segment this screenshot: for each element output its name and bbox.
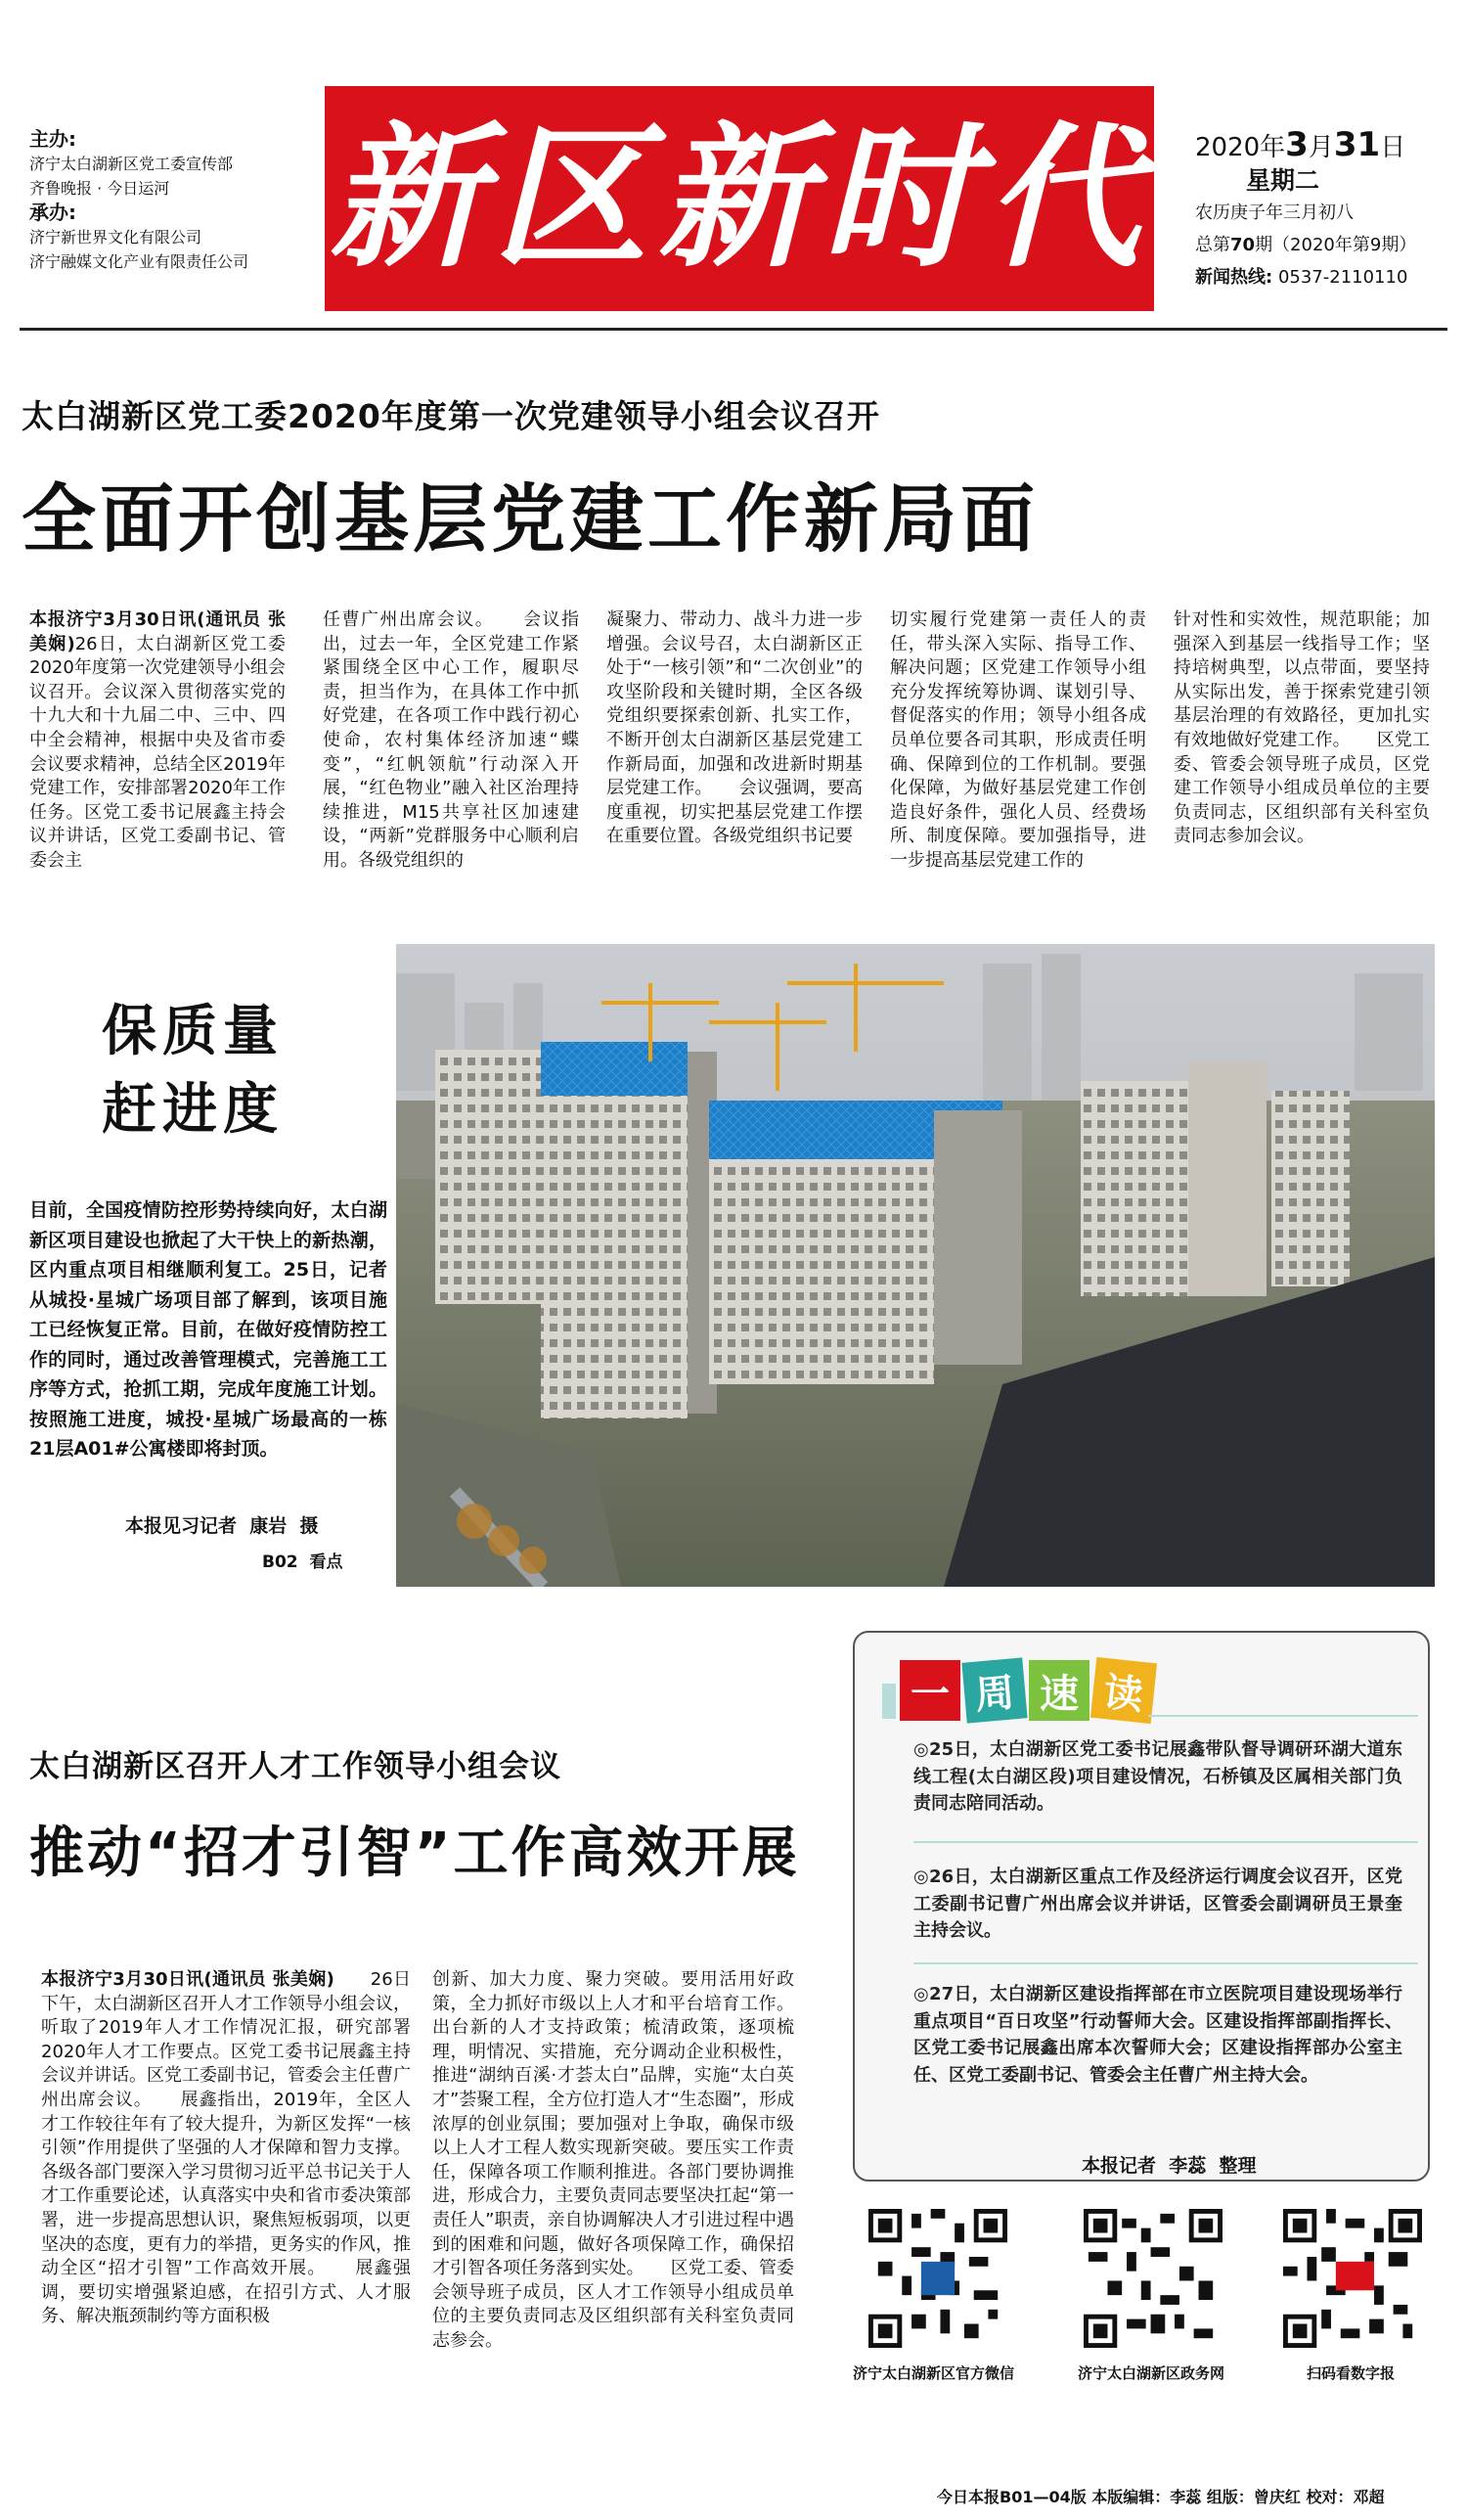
date-suffix: 日 xyxy=(1380,133,1406,162)
article2-subhead: 太白湖新区召开人才工作领导小组会议 xyxy=(29,1749,561,1784)
date-month: 3 xyxy=(1285,125,1309,164)
qr-code-digital-paper[interactable] xyxy=(1283,2209,1422,2348)
digest-title-char: 速 xyxy=(1029,1660,1089,1721)
see-also-link[interactable]: B02 看点 xyxy=(262,1552,343,1572)
publisher-info xyxy=(29,127,323,274)
digest-credit: 本报记者 李蕊 整理 xyxy=(1082,2155,1257,2177)
qr-label-wechat: 济宁太白湖新区官方微信 xyxy=(853,2364,1015,2382)
sponsor-line: 齐鲁晚报 · 今日运河 xyxy=(29,179,170,198)
date-prefix: 2020年 xyxy=(1195,133,1286,162)
digest-divider xyxy=(913,1962,1418,1964)
article1-column-4: 切实履行党建第一责任人的责任，带头深入实际、指导工作、解决问题；区党建工作领导小组充分发挥统筹协调、谋划引导、督促落实的作用；领导小组各成员单位要各司其职，形成责任明确、保障到位的工作机制。要强化保障，为做好基层党建工作创造良好条件，强化人员、经费场所、制度保障。要加强指导，进一步提高基层党建工作的 xyxy=(890,609,1146,871)
article2-column-2: 创新、加大力度、聚力突破。要用活用好政策，全力抓好市级以上人才和平台培育工作。出台新的人才支持政策；梳清政策，逐项梳理，明情况、实措施，充分调动企业积极性，推进“湖纳百溪·才荟太白”品牌，实施“太白英才”荟聚工程，全方位打造人才“生态圈”，形成浓厚的创业氛围；要加强对上争取，确保市级以上人才工程人数实现新突破。要压实工作责任，保障各项工作顺利推进。各部门要协调推进，形成合力，主要负责同志要坚决扛起“第一责任人”职责，亲自协调解决人才引进过程中遇到的困难和问题，做好各项保障工作，确保招才引智各项任务落到实处。 区党工委、管委会领导班子成员，区人才工作领导小组成员单位的主要负责同志及区组织部有关科室负责同志参会。 xyxy=(432,1969,794,2351)
page-footer-credits: 今日本报B01—04版 本版编辑：李蕊 组版：曾庆红 校对：邓超 xyxy=(937,2488,1385,2506)
photo-credit: 本报见习记者 康岩 摄 xyxy=(125,1515,319,1537)
date-mid: 月 xyxy=(1308,133,1334,162)
digest-item: ◎25日，太白湖新区党工委书记展鑫带队督导调研环湖大道东线工程(太白湖区段)项目建设情况，石桥镇及区属相关部门负责同志陪同活动。 xyxy=(913,1739,1402,1814)
article1-subhead: 太白湖新区党工委2020年度第一次党建领导小组会议召开 xyxy=(22,397,880,435)
digest-item: ◎26日，太白湖新区重点工作及经济运行调度会议召开，区党工委副书记曹广州出席会议并讲话，区管委会副调研员王景奎主持会议。 xyxy=(913,1867,1402,1941)
digest-title-char: 周 xyxy=(961,1657,1027,1723)
sponsor-label: 主办: xyxy=(29,127,76,151)
qr-code-wechat[interactable] xyxy=(868,2209,1007,2348)
organizer-line: 济宁融媒文化产业有限责任公司 xyxy=(29,252,249,271)
article1-column-2: 任曹广州出席会议。 会议指出，过去一年，全区党建工作紧紧围绕全区中心工作，履职尽责，担当作为，在具体工作中抓好党建，在各项工作中践行初心使命，农村集体经济加速“蝶变”，“红帆领航”行动深入开展，“红色物业”融入社区治理持续推进，M15共享社区加速建设，“两新”党群服务中心顺利启用。各级党组织的 xyxy=(323,609,579,871)
weekly-digest-box xyxy=(853,1631,1430,2182)
digest-divider xyxy=(913,1841,1418,1843)
digest-divider xyxy=(1148,1715,1418,1717)
newspaper-title-banner xyxy=(325,86,1154,311)
construction-site-photo xyxy=(396,944,1435,1587)
construction-site-illustration xyxy=(396,944,1435,1587)
photo-feature-title-line1: 保质量 xyxy=(102,999,284,1063)
digest-title-bar xyxy=(882,1684,896,1719)
masthead xyxy=(0,0,1467,333)
article1-column-1 xyxy=(29,608,286,931)
issue-suffix: 期（2020年第9期） xyxy=(1255,235,1417,255)
date-day: 31 xyxy=(1333,125,1381,164)
article1-text: 26日，太白湖新区党工委2020年度第一次党建领导小组会议召开。会议深入贯彻落实党的十九大和十九届二中、三中、四中全会精神，根据中央及省市委会议要求精神，总结全区2019年党建工作，安排部署2020年工作任务。区党工委书记展鑫主持会议并讲话，区党工委副书记、管委会主 xyxy=(29,633,286,871)
issue-num: 70 xyxy=(1230,235,1256,255)
qr-label-digital-paper: 扫码看数字报 xyxy=(1307,2364,1396,2382)
newspaper-title: 新区新时代 xyxy=(329,108,1150,289)
weekly-digest-title xyxy=(882,1660,1158,1721)
article1-headline: 全面开创基层党建工作新局面 xyxy=(22,475,1039,562)
masthead-divider xyxy=(20,328,1447,331)
digest-item: ◎27日，太白湖新区建设指挥部在市立医院项目建设现场举行重点项目“百日攻坚”行动誓师大会。区建设指挥部副指挥长、区党工委书记展鑫出席本次誓师大会；区建设指挥部办公室主任、区党工委副书记、管委会主任曹广州主持大会。 xyxy=(913,1984,1402,2086)
photo-caption: 目前，全国疫情防控形势持续向好，太白湖新区项目建设也掀起了大干快上的新热潮，区内重点项目相继顺利复工。25日，记者从城投·星城广场项目部了解到，该项目施工已经恢复正常。目前，在做好疫情防控工作的同时，通过改善管理模式，完善施工工序等方式，抢抓工期，完成年度施工计划。按照施工进度，城投·星城广场最高的一栋21层A01#公寓楼即将封顶。 xyxy=(29,1199,387,1460)
sponsor-line: 济宁太白湖新区党工委宣传部 xyxy=(29,155,234,173)
article2-lead: 本报济宁3月30日讯(通讯员 张美娴) xyxy=(41,1969,334,1990)
organizer-label: 承办: xyxy=(29,201,76,224)
article1-column-5: 针对性和实效性，规范职能；加强深入到基层一线指导工作；坚持培树典型，以点带面，要坚持从实际出发，善于探索党建引领基层治理的有效路径，更加扎实有效地做好党建工作。 区党工委、管委会领导班子成员，区党建工作领导小组成员单位的主要负责同志，区组织部有关科室负责同志参加会议。 xyxy=(1174,609,1430,847)
photo-feature-title-line2: 赶进度 xyxy=(102,1077,284,1142)
hotline-number: 0537-2110110 xyxy=(1277,267,1408,288)
article1-lead: 本报济宁3月30日讯(通讯员 张美娴) xyxy=(29,609,286,654)
weekday: 星期二 xyxy=(1246,166,1320,195)
issue-prefix: 总第 xyxy=(1195,235,1230,255)
digest-title-char: 一 xyxy=(900,1660,960,1721)
qr-code-gov-website[interactable] xyxy=(1084,2209,1222,2348)
issue-number xyxy=(1195,229,1459,261)
digest-title-char: 读 xyxy=(1090,1657,1157,1724)
organizer-line: 济宁新世界文化有限公司 xyxy=(29,228,202,247)
hotline-label: 新闻热线: xyxy=(1195,267,1273,288)
qr-label-gov-website: 济宁太白湖新区政务网 xyxy=(1078,2364,1225,2382)
article2-column-1 xyxy=(41,1968,411,2377)
issue-date xyxy=(1195,125,1459,164)
news-hotline xyxy=(1195,261,1459,293)
lunar-date: 农历庚子年三月初八 xyxy=(1195,202,1354,223)
article2-headline: 推动“招才引智”工作高效开展 xyxy=(29,1822,800,1885)
article2-text: 26日下午，太白湖新区召开人才工作领导小组会议，听取了2019年人才工作情况汇报，研究部署2020年人才工作要点。区党工委书记展鑫主持会议并讲话。区党工委副书记，管委会主任曹广州出席会议。 展鑫指出，2019年，全区人才工作较往年有了较大提升，为新区发挥“一核引领”作用提供了坚强的人才保障和智力支撑。各级各部门要深入学习贯彻习近平总书记关于人才工作重要论述，认真落实中央和省市委决策部署，进一步提高思想认识，聚焦短板弱项，以更坚决的态度，更有力的举措，更务实的作风，推动全区“招才引智”工作高效开展。 展鑫强调，要切实增强紧迫感，在招引方式、人才服务、解决瓶颈制约等方面积极 xyxy=(41,1969,411,2327)
article1-column-3: 凝聚力、带动力、战斗力进一步增强。会议号召，太白湖新区正处于“一核引领”和“二次创业”的攻坚阶段和关键时期，全区各级党组织要探索创新、扎实工作，不断开创太白湖新区基层党建工作新局面，加强和改进新时期基层党建工作。 会议强调，要高度重视，切实把基层党建工作摆在重要位置。各级党组织书记要 xyxy=(606,609,863,847)
date-block xyxy=(1195,125,1459,293)
